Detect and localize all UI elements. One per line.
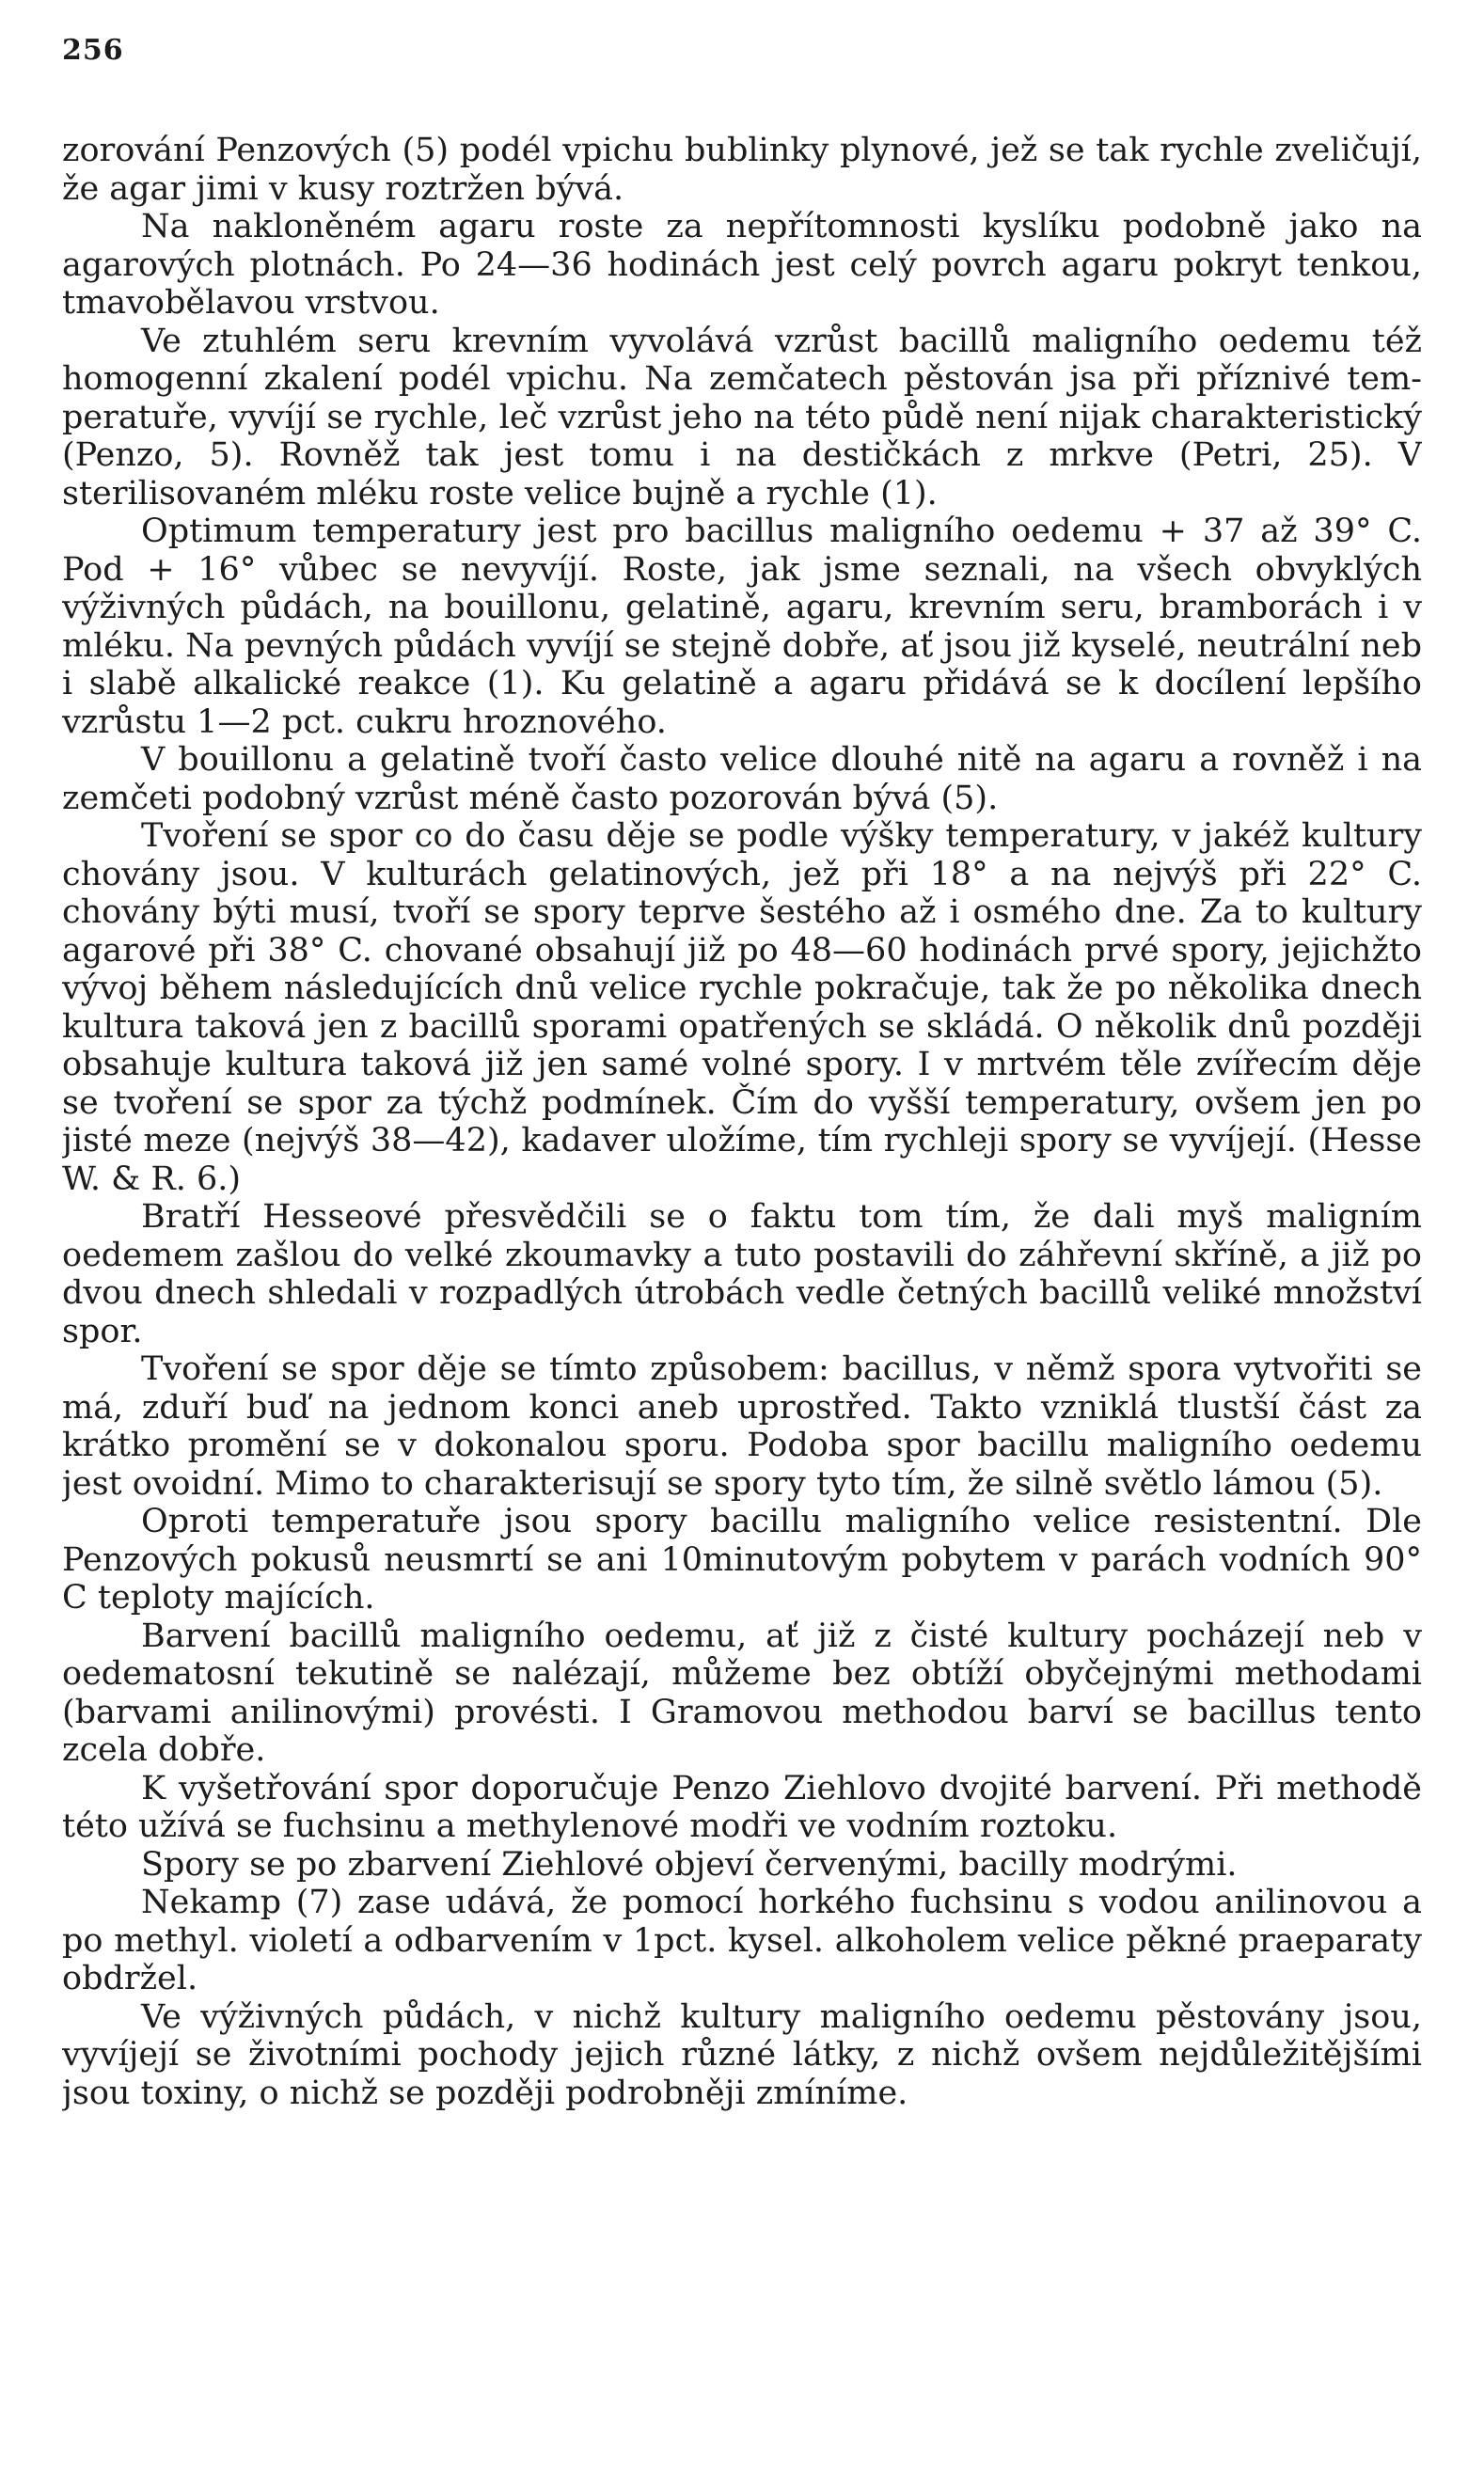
paragraph: V bouillonu a gelatině tvoří často velice dlouhé nitě na agaru a rovněž i na zemčeti podobný vzrůst méně často pozorován bývá (5). xyxy=(62,741,1422,817)
paragraph: K vyšetřování spor doporučuje Penzo Ziehlovo dvojité barvení. Při methodě této užívá se fuchsinu a methylenové modři ve vodním roztoku. xyxy=(62,1769,1422,1845)
paragraph: Optimum temperatury jest pro bacillus maligního oedemu + 37 až 39° C. Pod + 16° vůbec se nevyvíjí. Roste, jak jsme seznali, na všech obvyklých výživných půdách, na bouillonu, gelatině, agaru, krevním seru, bramborách i v mléku. Na pevných půdách vyvíjí se stejně dobře, ať jsou již kyselé, neutrální neb i slabě alkalické reakce (1). Ku gelatině a agaru přidává se k docílení lepšího vzrůstu 1—2 pct. cukru hroznového. xyxy=(62,513,1422,741)
page-body xyxy=(62,132,1422,2417)
paragraph: Spory se po zbarvení Ziehlové objeví červenými, bacilly modrými. xyxy=(141,1845,1238,1884)
paragraph: zorování Penzových (5) podél vpichu bublinky plynové, jež se tak rychle zveličují, že agar jimi v kusy roztržen bývá. xyxy=(62,132,1422,208)
paragraph: Tvoření se spor co do času děje se podle výšky temperatury, v jakéž kultury chovány jsou. V kulturách gelatinových, jež při 18° a na nejvýš při 22° C. chovány býti musí, tvoří se spory teprve šestého až i osmého dne. Za to kultury agarové při 38° C. chované obsahují již po 48—60 hodinách prvé spory, jejichžto vývoj během následujících dnů velice rychle pokračuje, tak že po několika dnech kultura taková jen z bacillů sporami opatřených se skládá. O několik dnů později obsahuje kultura taková již jen samé volné spory. I v mrtvém těle zvířecím děje se tvoření se spor za týchž podmínek. Čím do vyšší temperatury, ovšem jen po jisté meze (nejvýš 38—42), kadaver uložíme, tím rychleji spory se vyvíjejí. (Hesse W. & R. 6.) xyxy=(62,817,1422,1198)
paragraph: Barvení bacillů maligního oedemu, ať již z čisté kultury pocházejí neb v oedematosní tekutině se nalézají, můžeme bez obtíží obyčejnými methodami (barvami anilinovými) provésti. I Gramovou methodou barví se bacillus tento zcela dobře. xyxy=(62,1617,1422,1769)
paragraph: Nekamp (7) zase udává, že pomocí horkého fuchsinu s vodou anilinovou a po methyl. violetí a odbarvením v 1pct. kysel. alkoholem velice pěkné praeparaty obdržel. xyxy=(62,1884,1422,1997)
paragraph: Na nakloněném agaru roste za nepřítomnosti kyslíku podobně jako na agarových plotnách. Po 24—36 hodinách jest celý povrch agaru pokryt tenkou, tmavobělavou vrstvou. xyxy=(62,208,1422,322)
paragraph: Oproti temperatuře jsou spory bacillu maligního velice resistentní. Dle Penzových pokusů neusmrtí se ani 10minutovým pobytem v parách vodních 90° C teploty majících. xyxy=(62,1503,1422,1617)
paragraph: Ve ztuhlém seru krevním vyvolává vzrůst bacillů maligního oedemu též homogenní zkalení podél vpichu. Na zemčatech pěstován jsa při příznivé temperatuře, vyvíjí se rychle, leč vzrůst jeho na této půdě není nijak charakteristický (Penzo, 5). Rovněž tak jest tomu i na destičkách z mrkve (Petri, 25). V sterilisovaném mléku roste velice bujně a rychle (1). xyxy=(62,322,1422,513)
paragraph: Tvoření se spor děje se tímto způsobem: bacillus, v němž spora vytvořiti se má, zduří buď na jednom konci aneb uprostřed. Takto vzniklá tlustší část za krátko promění se v dokonalou sporu. Podoba spor bacillu maligního oedemu jest ovoidní. Mimo to charakterisují se spory tyto tím, že silně světlo lámou (5). xyxy=(62,1350,1422,1503)
paragraph: Bratří Hesseové přesvědčili se o faktu tom tím, že dali myš maligním oedemem zašlou do velké zkoumavky a tuto postavili do záhřevní skříně, a již po dvou dnech shledali v rozpadlých útrobách vedle četných bacillů veliké množství spor. xyxy=(62,1198,1422,1350)
paragraph: Ve výživných půdách, v nichž kultury maligního oedemu pěstovány jsou, vyvíjejí se životními pochody jejich různé látky, z nichž ovšem nejdůležitějšími jsou toxiny, o nichž se později podrobněji zmíníme. xyxy=(62,1997,1422,2112)
page-number: 256 xyxy=(62,34,124,67)
